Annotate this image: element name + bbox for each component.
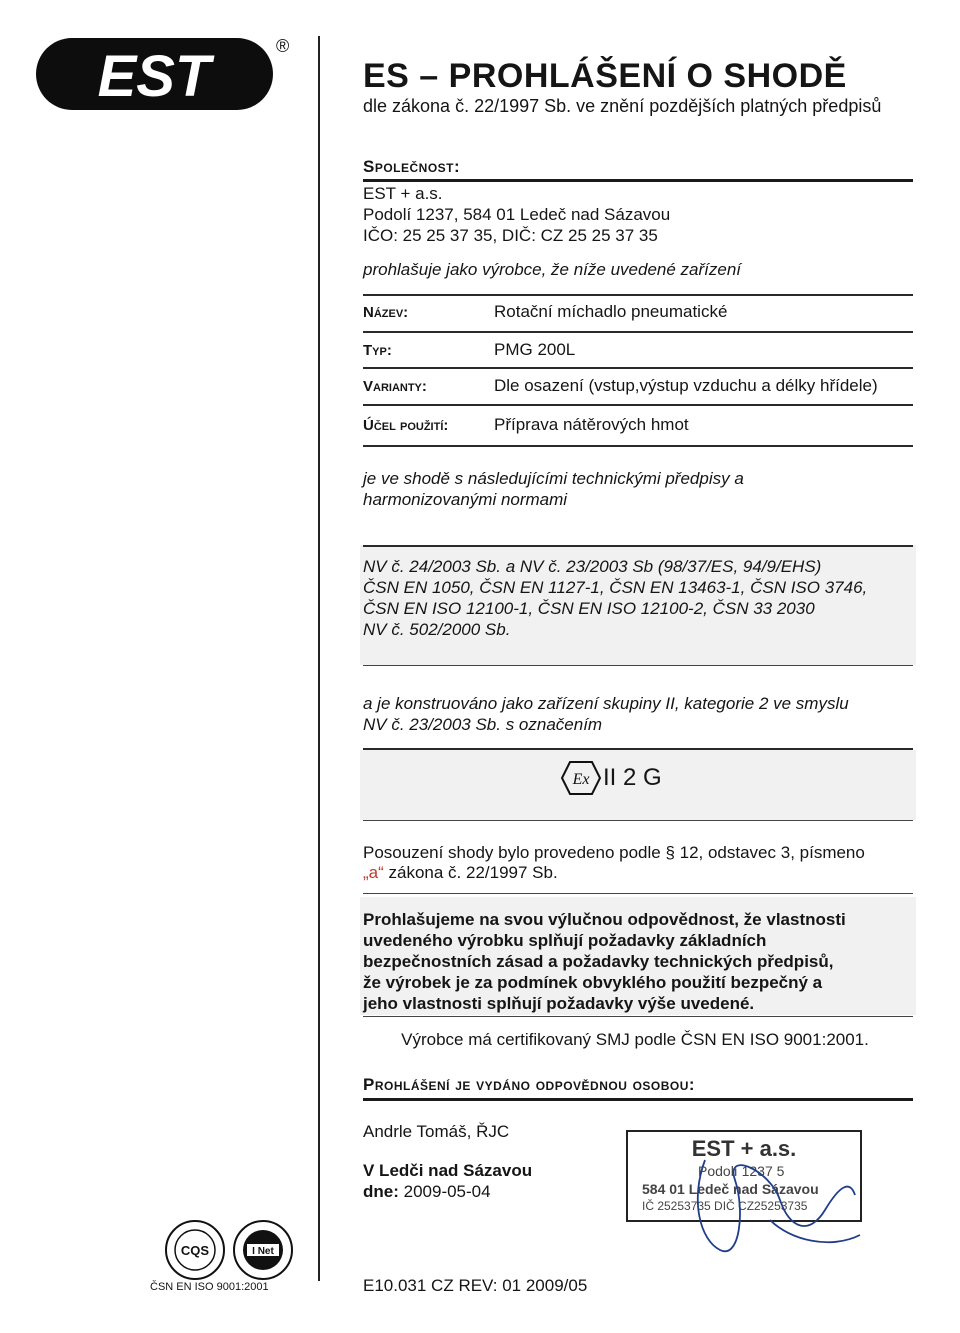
vertical-divider — [318, 36, 320, 1281]
assessment-line-1: Posouzení shody bylo provedeno podle § 12, odstavec 3, písmeno — [363, 843, 865, 862]
standards-rule-top — [363, 545, 913, 547]
declaration-rule — [363, 1016, 913, 1017]
stamp-line-2: Podolí 1237 5 — [698, 1163, 785, 1179]
type-label: Typ: — [363, 342, 392, 359]
est-logo-text: EST — [97, 44, 211, 109]
product-rule-3 — [363, 367, 913, 369]
issued-rule — [363, 1098, 913, 1101]
stamp-line-4: IČ 25253735 DIČ CZ25253735 — [642, 1199, 808, 1213]
variants-value: Dle osazení (vstup,výstup vzduchu a délky hřídele) — [494, 376, 878, 395]
date-label: dne: — [363, 1182, 399, 1201]
declaration-line: že výrobek je za podmínek obvyklého použití bezpečný a — [363, 973, 823, 992]
conformity-intro-2: harmonizovanými normami — [363, 490, 568, 509]
purpose-label: Účel použití: — [363, 417, 449, 434]
page-subtitle: dle zákona č. 22/1997 Sb. ve znění pozdějších platných předpisů — [363, 96, 882, 116]
stamp-line-3: 584 01 Ledeč nad Sázavou — [642, 1181, 819, 1197]
company-name: EST + a.s. — [363, 184, 443, 203]
product-rule-2 — [363, 331, 913, 333]
standard-line: ČSN EN ISO 12100-1, ČSN EN ISO 12100-2, ČSN 33 2030 — [363, 599, 815, 618]
company-rule — [363, 179, 913, 182]
standard-line: ČSN EN 1050, ČSN EN 1127-1, ČSN EN 13463-1, ČSN ISO 3746, — [363, 578, 868, 597]
document-code: E10.031 CZ REV: 01 2009/05 — [363, 1276, 588, 1295]
product-rule-5 — [363, 445, 913, 447]
category-line-2: NV č. 23/2003 Sb. s označením — [363, 715, 603, 734]
ex-rule-bottom — [363, 820, 913, 821]
cert-caption: ČSN EN ISO 9001:2001 — [150, 1281, 269, 1293]
declaration-line: jeho vlastnosti splňují požadavky výše uvedené. — [363, 994, 755, 1013]
ex-symbol-text: Ex — [572, 771, 590, 788]
declaration-line: Prohlašujeme na svou výlučnou odpovědnost, že vlastnosti — [363, 910, 846, 929]
est-logo — [34, 36, 275, 112]
responsible-person: Andrle Tomáš, ŘJC — [363, 1122, 510, 1141]
name-label: Název: — [363, 304, 409, 321]
certification-logos — [165, 1218, 295, 1286]
standard-line: NV č. 24/2003 Sb. a NV č. 23/2003 Sb (98/37/ES, 94/9/EHS) — [363, 557, 822, 576]
assessment-letter: „a“ — [363, 863, 384, 882]
company-ids: IČO: 25 25 37 35, DIČ: CZ 25 25 37 35 — [363, 226, 658, 245]
declaration-line: bezpečnostních zásad a požadavky technických předpisů, — [363, 952, 834, 971]
company-address: Podolí 1237, 584 01 Ledeč nad Sázavou — [363, 205, 671, 224]
signature-scribble — [650, 1140, 870, 1265]
declares-line: prohlašuje jako výrobce, že níže uvedené zařízení — [363, 260, 742, 279]
issued-heading: Prohlášení je vydáno odpovědnou osobou: — [363, 1075, 696, 1094]
category-line-1: a je konstruováno jako zařízení skupiny II, kategorie 2 ve smyslu — [363, 694, 849, 713]
product-rule-4 — [363, 404, 913, 406]
name-value: Rotační míchadlo pneumatické — [494, 302, 728, 321]
assessment-line-2 — [363, 862, 558, 883]
date-value: 2009-05-04 — [403, 1182, 491, 1201]
type-value: PMG 200L — [494, 340, 576, 359]
company-heading: Společnost: — [363, 157, 461, 176]
conformity-intro-1: je ve shodě s následujícími technickými předpisy a — [363, 469, 744, 488]
cqs-seal-text: CQS — [180, 1243, 210, 1258]
assessment-rule — [363, 893, 913, 894]
assessment-line-2-rest: zákona č. 22/1997 Sb. — [383, 863, 558, 882]
inet-seal-text: I Net — [252, 1246, 274, 1257]
product-rule-1 — [363, 294, 913, 296]
standard-line: NV č. 502/2000 Sb. — [363, 620, 511, 639]
ex-hexagon-icon — [560, 760, 602, 796]
page-title: ES – PROHLÁŠENÍ O SHODĚ — [363, 57, 847, 95]
certification-line: Výrobce má certifikovaný SMJ podle ČSN EN ISO 9001:2001. — [401, 1030, 869, 1049]
inet-seal-icon — [234, 1221, 292, 1279]
place-label: V Ledči nad Sázavou — [363, 1161, 533, 1180]
declaration-line: uvedeného výrobku splňují požadavky základních — [363, 931, 767, 950]
standards-rule-bottom — [363, 665, 913, 666]
ex-marking: II 2 G — [603, 764, 662, 791]
variants-label: Varianty: — [363, 378, 427, 395]
cqs-seal-icon — [166, 1221, 224, 1279]
stamp-line-1: EST + a.s. — [691, 1136, 797, 1161]
date-line — [363, 1181, 491, 1202]
registered-mark: ® — [276, 36, 290, 56]
purpose-value: Příprava nátěrových hmot — [494, 415, 689, 434]
